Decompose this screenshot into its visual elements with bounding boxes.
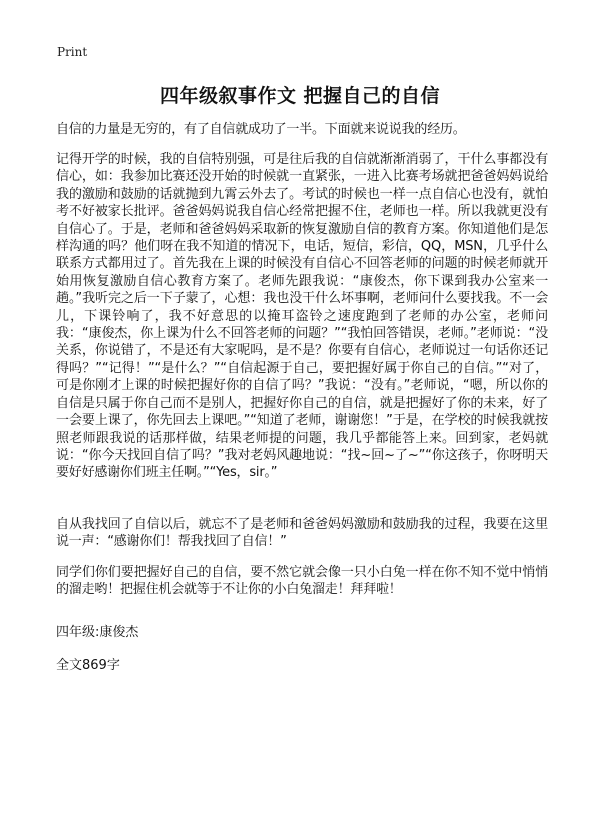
article-title: 四年级叙事作文 把握自己的自信 (159, 85, 441, 107)
author-line: 四年级:康俊杰 (56, 625, 139, 640)
paragraph-closing: 同学们你们要把握好自己的自信，要不然它就会像一只小白兔一样在你不知不觉中悄悄的溜走哟！把握住机会就等于不让你的小白兔溜走！拜拜啦！ (56, 565, 548, 598)
paragraph-intro: 自信的力量是无穷的，有了自信就成功了一半。下面就来说说我的经历。 (56, 122, 466, 137)
paragraph-story: 记得开学的时候，我的自信特别强，可是往后我的自信就渐渐消弱了，干什么事都没有信心，如：我参加比赛还没开始的时候就一直紧张，一进入比赛考场就把爸爸妈妈说给我的激励和鼓励的话就抛到九霄云外去了。考试的时候也一样一点自信心也没有，就怕考不好被家长批评。爸爸妈妈说我自信心经常把握不住，老师也一样。所以我就更没有自信心了。于是，老师和爸爸妈妈采取新的恢复激励自信的教育方案。你知道他们是怎样沟通的吗？他们呀在我不知道的情况下，电话，短信，彩信，QQ，MSN，几乎什么联系方式都用过了。首先我在上课的时候没有自信心不回答老师的问题的时候老师就开始用恢复激励自信心教育方案了。老师先跟我说：“康俊杰，你下课到我办公室来一趟。”我听完之后一下子蒙了，心想：我也没干什么坏事啊，老师问什么要找我。不一会儿，下课铃响了，我不好意思的以掩耳盗铃之速度跑到了老师的办公室，老师问我：“康俊杰，你上课为什么不回答老师的问题？”“我怕回答错误，老师。”老师说：“没关系，你说错了，不是还有大家呢吗，是不是？你要有自信心，老师说过一句话你还记得吗？”“记得！”“是什么？”“自信起源于自己，要把握好属于你自己的自信。”“对了，可是你刚才上课的时候把握好你的自信了吗？”我说：“没有。”老师说，“嗯，所以你的自信是只属于你自己而不是别人，把握好你自己的自信，就是把握好了你的未来，好了一会要上课了，你先回去上课吧。”“知道了老师，谢谢您！”于是，在学校的时候我就按照老师跟我说的话那样做，结果老师提的问题，我几乎都能答上来。回到家，老妈就说：“你今天找回自信了吗？”我对老妈风趣地说：“找~回~了~”“你这孩子，你呀明天要好好感谢你们班主任啊。”“Yes，sir。” (56, 152, 548, 481)
print-link[interactable]: Print (57, 45, 88, 59)
word-count: 全文869字 (56, 658, 120, 673)
paragraph-thanks: 自从我找回了自信以后，就忘不了是老师和爸爸妈妈激励和鼓励我的过程，我要在这里说一声：“感谢你们！帮我找回了自信！” (56, 517, 548, 550)
